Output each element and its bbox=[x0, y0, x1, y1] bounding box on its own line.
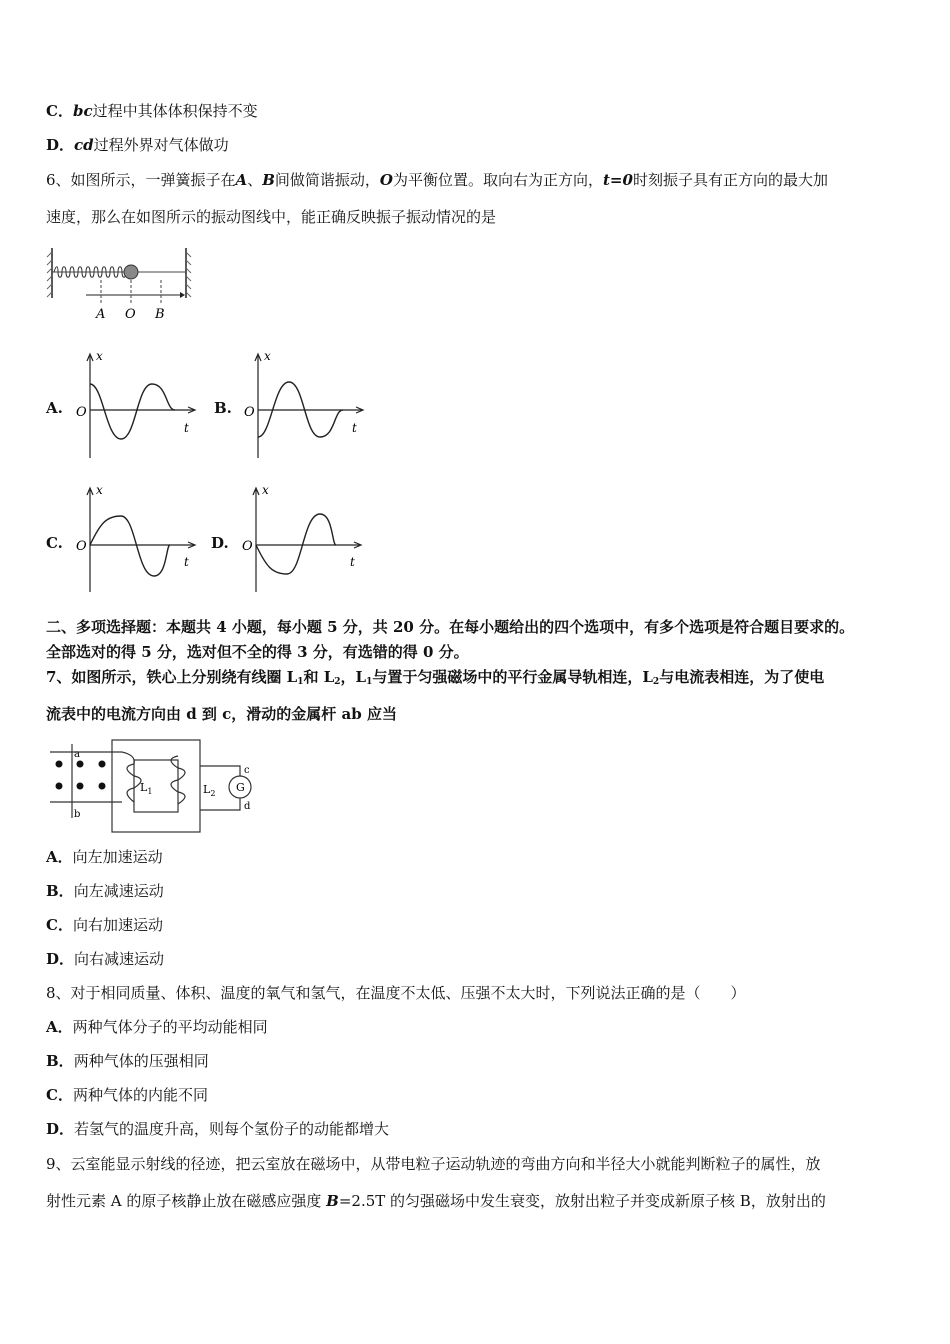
text-part: ，L bbox=[340, 668, 367, 686]
q6-graph-c bbox=[70, 484, 200, 594]
q8-option-d bbox=[46, 1119, 389, 1139]
label-b: B bbox=[155, 307, 165, 322]
waveform-curve bbox=[90, 516, 170, 576]
option-text: 两种气体的内能不同 bbox=[72, 1086, 208, 1104]
option-text: 向右加速运动 bbox=[72, 916, 163, 934]
transformer-rail-figure bbox=[50, 738, 260, 838]
text-part: 与电流表相连，为了使电 bbox=[659, 668, 825, 686]
point-a-var: A bbox=[235, 171, 248, 189]
subscript: 2 bbox=[334, 677, 341, 687]
q8-option-b bbox=[46, 1051, 209, 1071]
q8-option-a bbox=[46, 1017, 268, 1037]
text-part: 射性元素 A 的原子核静止放在磁感应强度 bbox=[46, 1192, 327, 1210]
q8-stem: 8、对于相同质量、体积、温度的氧气和氢气，在温度不太低、压强不太大时，下列说法正确的是（ ） bbox=[46, 984, 746, 1002]
magnetic-field-dots bbox=[56, 761, 106, 790]
q6-stem-line2: 速度，那么在如图所示的振动图线中，能正确反映振子振动情况的是 bbox=[46, 208, 497, 226]
waveform-curve bbox=[90, 384, 175, 439]
text-part: 和 L bbox=[303, 668, 335, 686]
origin-label: O bbox=[76, 539, 87, 554]
option-label: C． bbox=[46, 916, 73, 934]
option-label: C． bbox=[46, 1086, 73, 1104]
option-label: A． bbox=[46, 848, 73, 866]
section2-header-line2: 全部选对的得 5 分，选对但不全的得 3 分，有选错的得 0 分。 bbox=[46, 643, 469, 661]
t-axis-label: t bbox=[184, 555, 189, 569]
q6-option-c-label: C. bbox=[46, 534, 63, 552]
text-part: 间做简谐振动， bbox=[274, 171, 380, 189]
origin-label: O bbox=[76, 405, 87, 420]
text-part: 为平衡位置。取向右为正方向， bbox=[392, 171, 603, 189]
text-part: 时刻振子具有正方向的最大加 bbox=[632, 171, 828, 189]
time-zero: t=0 bbox=[603, 171, 633, 189]
text-part: 7、如图所示，铁心上分别绕有线圈 L bbox=[46, 668, 298, 686]
subscript: 1 bbox=[297, 677, 304, 687]
iron-core-outer bbox=[112, 740, 200, 832]
process-variable: bc bbox=[72, 102, 93, 120]
q6-stem-line1 bbox=[46, 170, 828, 190]
x-axis-label: x bbox=[262, 483, 269, 497]
option-text: 向右减速运动 bbox=[74, 950, 165, 968]
option-text: 向左加速运动 bbox=[72, 848, 163, 866]
q5-option-d bbox=[46, 135, 229, 155]
label-a: A bbox=[96, 307, 106, 322]
text-part: 与置于匀强磁场中的平行金属导轨相连，L bbox=[372, 668, 653, 686]
origin-label: O bbox=[242, 539, 253, 554]
origin-label: O bbox=[244, 405, 255, 420]
option-label: A． bbox=[46, 1018, 73, 1036]
q7-stem-line2: 流表中的电流方向由 d 到 c，滑动的金属杆 ab 应当 bbox=[46, 705, 397, 723]
label-o: O bbox=[125, 307, 136, 322]
coil-l1-label: $L_1$ bbox=[140, 781, 153, 796]
subscript: 1 bbox=[366, 677, 373, 687]
process-variable: cd bbox=[74, 136, 94, 154]
option-label: D． bbox=[46, 136, 75, 154]
text-part: =2.5T 的匀强磁场中发生衰变，放射出粒子并变成新原子核 B，放射出的 bbox=[338, 1192, 826, 1210]
spring-oscillator-figure bbox=[44, 244, 204, 324]
q9-stem-line1: 9、云室能显示射线的径迹，把云室放在磁场中，从带电粒子运动轨迹的弯曲方向和半径大小就能判断粒子的属性，放 bbox=[46, 1155, 821, 1173]
q7-option-a bbox=[46, 847, 163, 867]
section2-header-line1: 二、多项选择题：本题共 4 小题，每小题 5 分，共 20 分。在每小题给出的四个选项中，有多个选项是符合题目要求的。 bbox=[46, 618, 855, 636]
coil-l1-leads bbox=[112, 752, 122, 802]
q6-graph-b bbox=[238, 350, 368, 460]
waveform-curve bbox=[256, 514, 336, 574]
q7-option-d bbox=[46, 949, 164, 969]
q6-option-b-label: B. bbox=[214, 399, 232, 417]
rod-label-b: b bbox=[74, 809, 81, 820]
terminal-d-label: d bbox=[244, 801, 251, 812]
q8-option-c bbox=[46, 1085, 208, 1105]
text-part: 6、如图所示，一弹簧振子在 bbox=[46, 171, 236, 189]
q7-option-c bbox=[46, 915, 163, 935]
option-label: D． bbox=[46, 1120, 75, 1138]
q6-graph-d bbox=[236, 484, 366, 594]
galvanometer-label: G bbox=[236, 781, 245, 794]
q9-stem-line2 bbox=[46, 1191, 826, 1211]
terminal-c-label: c bbox=[244, 765, 250, 776]
t-axis-label: t bbox=[352, 421, 357, 435]
option-label: D． bbox=[46, 950, 75, 968]
t-axis-label: t bbox=[350, 555, 355, 569]
option-text: 过程外界对气体做功 bbox=[93, 136, 229, 154]
rod-label-a: a bbox=[74, 749, 80, 760]
point-o-var: O bbox=[379, 171, 393, 189]
option-text: 两种气体的压强相同 bbox=[73, 1052, 209, 1070]
q7-stem-line1 bbox=[46, 667, 824, 692]
field-variable: B bbox=[326, 1192, 339, 1210]
oscillator-ball bbox=[124, 265, 138, 279]
x-axis-label: x bbox=[96, 349, 103, 363]
q6-option-a-label: A. bbox=[46, 399, 63, 417]
option-text: 若氢气的温度升高，则每个氢份子的动能都增大 bbox=[74, 1120, 390, 1138]
text-part: 、 bbox=[247, 171, 263, 189]
q6-option-d-label: D. bbox=[211, 534, 229, 552]
subscript: 2 bbox=[652, 677, 660, 687]
option-label: C． bbox=[46, 102, 73, 120]
option-text: 向左减速运动 bbox=[73, 882, 164, 900]
option-text: 两种气体分子的平均动能相同 bbox=[72, 1018, 268, 1036]
x-axis-label: x bbox=[264, 349, 271, 363]
t-axis-label: t bbox=[184, 421, 189, 435]
q5-option-c bbox=[46, 101, 258, 121]
q7-option-b bbox=[46, 881, 164, 901]
option-text: 过程中其体体积保持不变 bbox=[92, 102, 258, 120]
option-label: B． bbox=[46, 882, 74, 900]
point-b-var: B bbox=[262, 171, 275, 189]
q6-graph-a bbox=[70, 350, 200, 460]
x-axis-label: x bbox=[96, 483, 103, 497]
option-label: B． bbox=[46, 1052, 74, 1070]
direction-arrow bbox=[180, 292, 185, 298]
coil-l2-label: $L_2$ bbox=[203, 783, 216, 798]
